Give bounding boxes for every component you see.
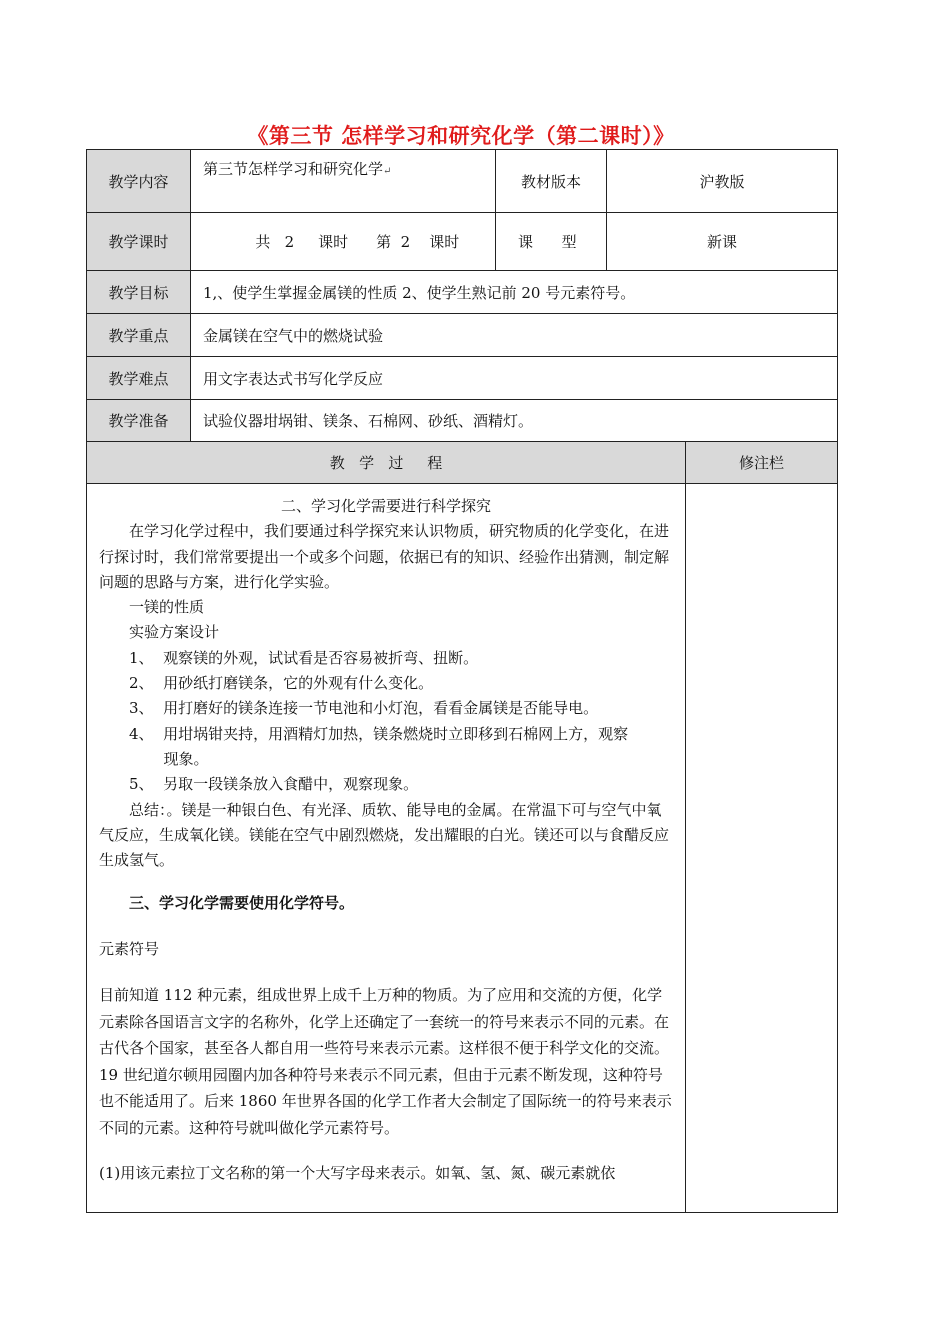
lesson-plan-table [86, 149, 838, 1213]
goal-value: 1,、使学生掌握金属镁的性质 2、使学生熟记前 20 号元素符号。 [191, 271, 838, 314]
step-2: 2、 用砂纸打磨镁条，它的外观有什么变化。 [129, 674, 434, 693]
spacer [99, 873, 673, 891]
key-value: 金属镁在空气中的燃烧试验 [191, 314, 838, 357]
edition-value: 沪教版 [607, 150, 838, 213]
step-4-cont: 现象。 [163, 749, 209, 768]
content-value-text: 第三节怎样学习和研究化学 [203, 160, 384, 178]
row-difficulty [87, 357, 838, 400]
process-content [87, 484, 686, 1213]
summary [99, 798, 673, 874]
element-paragraph: 目前知道 112 种元素，组成世界上成千上万种的物质。为了应用和交流的方便，化学元素除各国语言文字的名称外，化学上还确定了一套统一的符号来表示不同的元素。在古代各个国家，甚至各人都自用一些符号来表示元素。这样很不便于科学文化的交流。19 世纪道尔顿用园圈内加各种符号来表示不同元素，但由于元素不断发现，这种符号也不能适用了。后来 1860 年世界各国的化学工作者大会制定了国际统一的符号来表示不同的元素。这种符号就叫做化学元素符号。 [99, 986, 672, 1137]
row-prep [87, 400, 838, 442]
notes-label: 修注栏 [686, 442, 838, 484]
step-5: 5、 另取一段镁条放入食醋中，观察现象。 [129, 775, 419, 794]
period-total: 共 2 课时 [255, 233, 349, 251]
row-key [87, 314, 838, 357]
step-4: 4、 用坩埚钳夹持，用酒精灯加热，镁条燃烧时立即移到石棉网上方，观察 [129, 724, 629, 743]
design-heading: 实验方案设计 [129, 623, 220, 642]
key-label: 教学重点 [87, 314, 191, 357]
content-label: 教学内容 [87, 150, 191, 213]
difficulty-label: 教学难点 [87, 357, 191, 400]
row-period [87, 213, 838, 271]
period-label: 教学课时 [87, 213, 191, 271]
summary-text: 总结：。镁是一种银白色、有光泽、质软、能导电的金属。在常温下可与空气中氧气反应，生成氧化镁。镁能在空气中剧烈燃烧，发出耀眼的白光。镁还可以与食醋反应生成氢气。 [99, 800, 670, 870]
difficulty-value: 用文字表达式书写化学反应 [191, 357, 838, 400]
element-heading: 元素符号 [99, 939, 160, 958]
content-value [191, 150, 496, 213]
step-1: 1、 观察镁的外观，试试看是否容易被折弯、扭断。 [129, 648, 479, 667]
period-value [191, 213, 496, 271]
rule-1: (1)用该元素拉丁文名称的第一个大写字母来表示。如氧、氢、氮、碳元素就依 [99, 1164, 616, 1183]
prep-value: 试验仪器坩埚钳、镁条、石棉网、砂纸、酒精灯。 [191, 400, 838, 442]
spacer [99, 1141, 673, 1161]
page-title: 《第三节 怎样学习和研究化学（第二课时）》 [247, 124, 675, 148]
paragraph-mark-icon: ↵ [383, 166, 392, 177]
section2-heading: 二、学习化学需要进行科学探究 [280, 497, 491, 515]
section2-paragraph: 在学习化学过程中，我们要通过科学探究来认识物质，研究物质的化学变化，在进行探讨时，我们常常要提出一个或多个问题，依据已有的知识、经验作出猜测，制定解问题的思路与方案，进行化学实验。 [99, 522, 670, 591]
section3-heading: 三、学习化学需要使用化学符号。 [129, 894, 355, 913]
process-label: 教 学 过 程 [87, 442, 686, 484]
row-process-body [87, 484, 838, 1213]
type-label: 课 型 [496, 213, 607, 271]
prep-label: 教学准备 [87, 400, 191, 442]
edition-label: 教材版本 [496, 150, 607, 213]
step-3: 3、 用打磨好的镁条连接一节电池和小灯泡，看看金属镁是否能导电。 [129, 699, 599, 718]
notes-column [686, 484, 838, 1213]
row-content [87, 150, 838, 213]
period-current: 第 2 课时 [376, 233, 460, 251]
mg-heading: 一镁的性质 [129, 598, 205, 617]
type-value: 新课 [607, 213, 838, 271]
spacer [99, 962, 673, 982]
spacer [99, 917, 673, 937]
row-goal [87, 271, 838, 314]
goal-label: 教学目标 [87, 271, 191, 314]
row-process-header [87, 442, 838, 484]
